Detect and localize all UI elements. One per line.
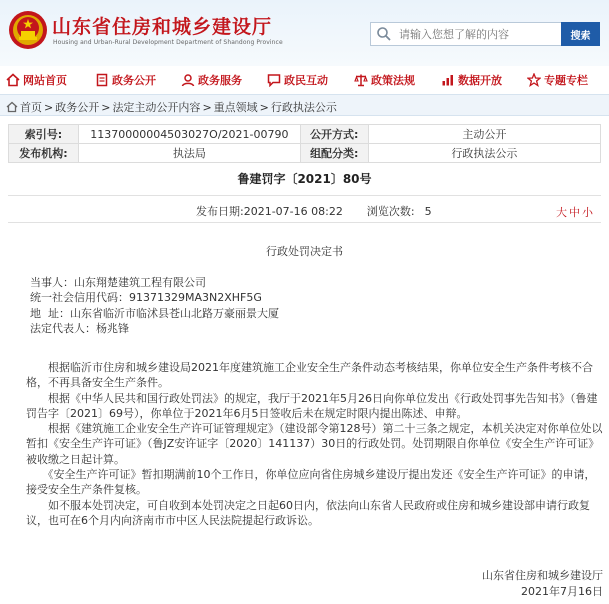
nav-label: 网站首页: [23, 74, 67, 87]
home-icon: [6, 101, 18, 113]
party-name: 当事人：山东翔楚建筑工程有限公司: [30, 276, 206, 289]
breadcrumb-statutory[interactable]: 法定主动公开内容: [112, 101, 201, 114]
nav-label: 政策法规: [371, 74, 415, 87]
category-key: 组配分类:: [300, 144, 368, 163]
nav-label: 政务服务: [198, 74, 242, 87]
paragraph: 如不服本处罚决定，可自收到本处罚决定之日起60日内，依法向山东省人民政府或住房和城乡建设部申请行政复议，也可在6个月内向济南市市中区人民法院提起行政诉讼。: [26, 498, 590, 527]
nav-label: 专题专栏: [544, 74, 588, 87]
paragraph: 根据临沂市住房和城乡建设局2021年度建筑施工企业安全生产条件动态考核结果，你单位安全生产条件考核不合格，不再具备安全生产条件。: [26, 361, 593, 390]
breadcrumb-enforcement[interactable]: 行政执法公示: [270, 101, 337, 114]
index-value: 11370000004503027O/2021-00790: [78, 125, 300, 144]
party-address: 地 址：山东省临沂市临沭县苍山北路万豪丽景大厦: [30, 306, 279, 320]
signing-date: 2021年7月16日: [521, 585, 603, 598]
site-header: [0, 0, 609, 66]
site-title: 山东省住房和城乡建设厅: [52, 16, 273, 38]
nav-item-interaction[interactable]: [267, 72, 328, 88]
font-size-control[interactable]: 大中小: [556, 206, 595, 219]
breadcrumb-separator: >: [259, 100, 269, 114]
breadcrumb-key-areas[interactable]: 重点领域: [213, 101, 258, 114]
views-count: 5: [424, 205, 432, 218]
document-title: 鲁建罚字〔2021〕80号: [237, 172, 372, 186]
disclosure-key: 公开方式:: [300, 125, 368, 144]
nav-item-gov-affairs[interactable]: [95, 72, 156, 88]
table-row: [9, 125, 601, 144]
nav-item-special[interactable]: [527, 72, 588, 88]
breadcrumb-separator: >: [101, 100, 111, 114]
search-input[interactable]: [370, 22, 562, 46]
national-emblem-icon: [8, 10, 48, 50]
paragraph: 根据《建筑施工企业安全生产许可证管理规定》（建设部令第128号）第二十三条之规定，本机关决定对你单位处以暂扣《安全生产许可证》（鲁JZ安许证字〔2020〕141137）30日的行政处罚。处罚期限自你单位《安全生产许可证》被收缴之日起计算。: [26, 422, 603, 466]
star-icon: [527, 73, 541, 87]
breadcrumb-bar: [0, 94, 609, 116]
paragraph: 根据《中华人民共和国行政处罚法》的规定，我厅于2021年5月26日向你单位发出《行政处罚事先告知书》（鲁建罚告字〔2021〕69号），你单位于2021年6月5日签收后未在规定时限内提出陈述、申辩。: [26, 391, 598, 420]
document-info-table: [8, 124, 601, 163]
document-icon: [95, 73, 109, 87]
signing-organization: 山东省住房和城乡建设厅: [482, 569, 603, 582]
publisher-value: 执法局: [78, 144, 300, 163]
publish-date: 2021-07-16 08:22: [243, 205, 343, 218]
views-label: 浏览次数:: [366, 205, 415, 218]
nav-item-policy[interactable]: [354, 72, 415, 88]
publish-date-label: 发布日期:: [196, 205, 244, 218]
search-icon: [376, 26, 392, 42]
divider: [8, 195, 601, 196]
site-subtitle: Housing and Urban-Rural Development Department of Shandong Province: [53, 39, 283, 46]
breadcrumb-separator: >: [44, 100, 54, 114]
nav-label: 数据开放: [458, 74, 502, 87]
nav-item-home[interactable]: [6, 72, 67, 88]
decision-body: [26, 360, 606, 528]
publisher-key: 发布机构:: [9, 144, 79, 163]
paragraph: 《安全生产许可证》暂扣期满前10个工作日，你单位应向省住房城乡建设厅提出发还《安全生产许可证》的申请，接受安全生产条件复核。: [26, 468, 596, 497]
chat-icon: [267, 73, 281, 87]
main-nav: [0, 66, 609, 94]
breadcrumb-gov-affairs[interactable]: 政务公开: [55, 101, 100, 114]
search-bar: [370, 22, 600, 46]
breadcrumb-home[interactable]: 首页: [20, 101, 42, 114]
divider: [8, 222, 601, 223]
home-icon: [6, 73, 20, 87]
party-info: [30, 275, 279, 336]
legal-representative: 法定代表人：杨兆锋: [30, 321, 129, 335]
category-value: 行政执法公示: [368, 144, 600, 163]
nav-label: 政民互动: [284, 74, 328, 87]
credit-code: 统一社会信用代码：91371329MA3N2XHF5G: [30, 291, 262, 305]
table-row: [9, 144, 601, 163]
disclosure-value: 主动公开: [368, 125, 600, 144]
breadcrumb: [6, 99, 337, 115]
breadcrumb-separator: >: [202, 100, 212, 114]
scale-icon: [354, 73, 368, 87]
index-key: 索引号:: [9, 125, 79, 144]
data-icon: [441, 73, 455, 87]
nav-item-open-data[interactable]: [441, 72, 502, 88]
decision-title: 行政处罚决定书: [266, 245, 343, 258]
search-button[interactable]: 搜索: [561, 22, 600, 46]
nav-item-gov-service[interactable]: [181, 72, 242, 88]
nav-label: 政务公开: [112, 74, 156, 87]
document-meta: [196, 203, 432, 219]
service-icon: [181, 73, 195, 87]
